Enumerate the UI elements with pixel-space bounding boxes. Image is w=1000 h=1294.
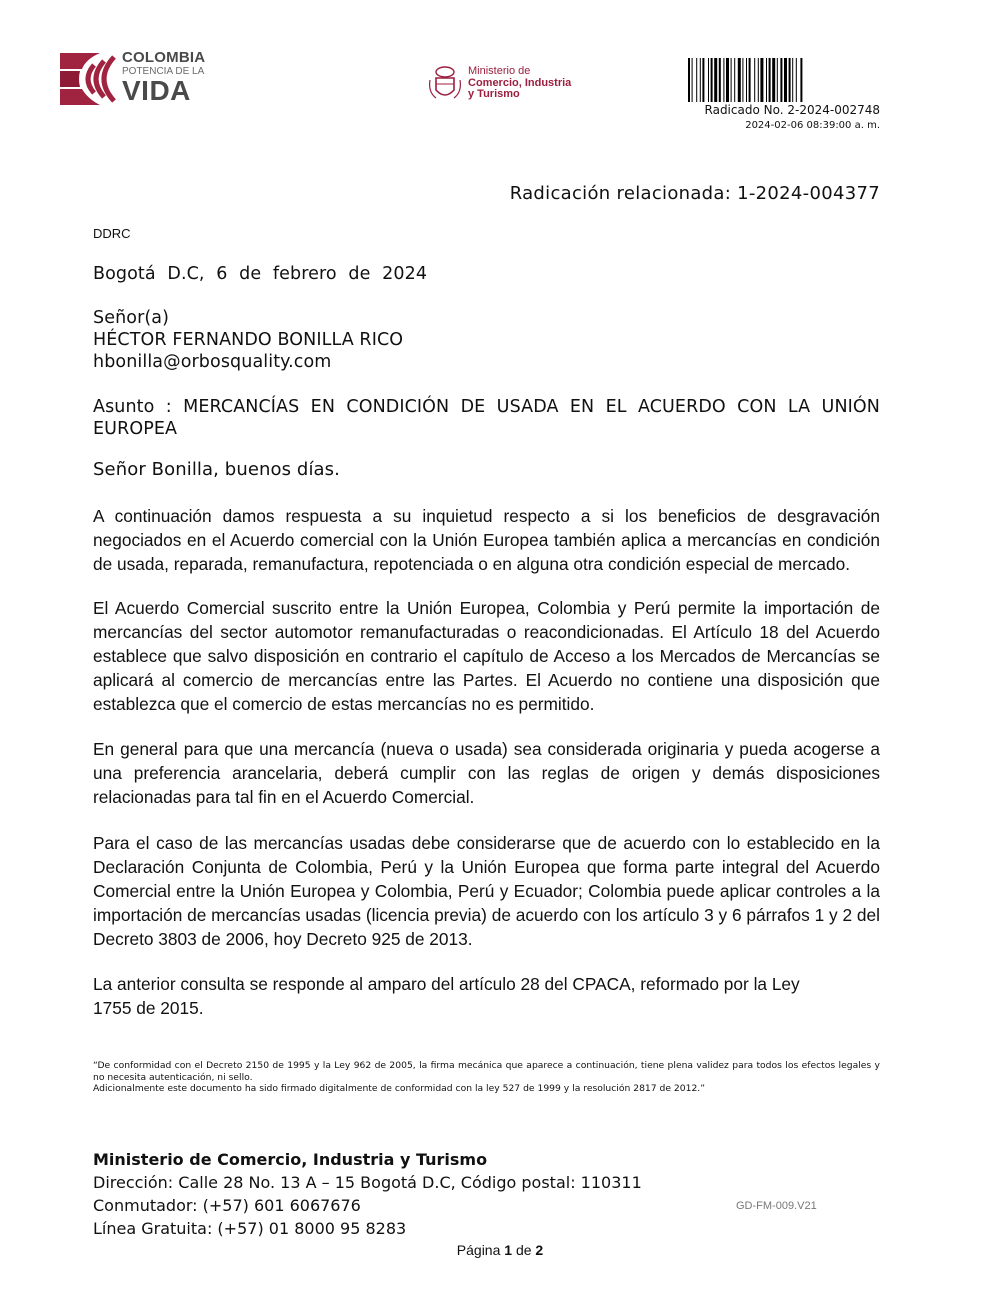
body-paragraph: A continuación damos respuesta a su inquietud respecto a si los beneficios de desgravación negociados en el Acuerdo comercial con la Unión Europea también aplica a mercancías en condición de usada, reparada, remanufactura, repotenciada o en alguna otra condición especial de mercado. [93,506,880,574]
colombia-potencia-de-la-vida-logo [56,48,216,108]
body-paragraph: Para el caso de las mercancías usadas debe considerarse que de acuerdo con lo establecido en la Declaración Conjunta de Colombia, Perú y la Unión Europea que forma parte integral del Acuerdo Comercial entre la Unión Europea y Colombia, Perú y Ecuador; Colombia puede aplicar controles a la importación de mercancías usadas (licencia previa) de acuerdo con los artículo 3 y 6 párrafos 1 y 2 del Decreto 3803 de 2006, hoy Decreto 925 de 2013. [93,833,880,949]
footer-contact [93,1148,642,1240]
recipient-email: hbonilla@orbosquality.com [93,352,332,372]
ministry-line-1: Ministerio de [468,65,531,77]
page-number [0,1242,1000,1258]
footer-address: Dirección: Calle 28 No. 13 A – 15 Bogotá D.C, Código postal: 110311 [93,1173,642,1192]
form-code: GD-FM-009.V21 [736,1200,817,1212]
greeting: Señor Bonilla, buenos días. [93,459,340,480]
salutation-title: Señor(a) [93,308,170,328]
brand-line-3: VIDA [122,75,191,106]
mechanical-signature-note: “De conformidad con el Decreto 2150 de 1995 y la Ley 962 de 2005, la firma mecánica que aparece a continuación, tiene plena validez para todos los efectos legales y no necesita autenticación, ni sello. [93,1060,880,1083]
subject-line: Asunto : MERCANCÍAS EN CONDICIÓN DE USADA EN EL ACUERDO CON LA UNIÓN EUROPEA [93,397,880,439]
ministry-line-2: Comercio, Industria [468,76,572,89]
letter-date: Bogotá D.C, 6 de febrero de 2024 [93,264,428,284]
page-label: Página [456,1242,501,1258]
colombia-logo-mark-icon [56,51,118,107]
body-paragraph: El Acuerdo Comercial suscrito entre la Unión Europea, Colombia y Perú permite la importación de mercancías del sector automotor remanufacturadas o reacondicionadas. El Artículo 18 del Acuerdo establece que salvo disposición en contrario el capítulo de Acceso a los Mercados de Mercancías se aplicará al comercio de mercancías entre las Partes. El Acuerdo no contiene una disposición que establezca que el comercio de estas mercancías no es permitido. [93,598,880,714]
related-filing: Radicación relacionada: 1-2024-004377 [509,183,880,204]
footer-switchboard: Conmutador: (+57) 601 6067676 [93,1196,361,1215]
department-code: DDRC [93,226,131,241]
coat-of-arms-icon [426,64,464,104]
body-paragraph: En general para que una mercancía (nueva o usada) sea considerada originaria y pueda acogerse a una preferencia arancelaria, deberá cumplir con las reglas de origen y demás disposiciones relacionadas para tal fin en el Acuerdo Comercial. [93,739,880,807]
footer-toll-free: Línea Gratuita: (+57) 01 8000 95 8283 [93,1219,407,1238]
brand-line-1: COLOMBIA [122,49,206,66]
signature-legal-note [93,1060,880,1095]
footer-organization: Ministerio de Comercio, Industria y Turismo [93,1150,488,1169]
current-page: 1 [504,1242,513,1258]
ministerio-logo [426,66,596,106]
body-paragraph: La anterior consulta se responde al amparo del artículo 28 del CPACA, reformado por la Ley 1755 de 2015. [93,974,800,1018]
total-pages: 2 [535,1242,544,1258]
digital-signature-note: Adicionalmente este documento ha sido firmado digitalmente de conformidad con la ley 527 de 1999 y la resolución 2817 de 2012.” [93,1083,705,1094]
radicado-number: Radicado No. 2-2024-002748 [704,103,880,117]
recipient-name: HÉCTOR FERNANDO BONILLA RICO [93,330,404,350]
brand-line-2: POTENCIA DE LA [122,66,205,77]
page-of: de [515,1242,532,1258]
radicado-timestamp: 2024-02-06 08:39:00 a. m. [745,120,880,131]
ministry-line-3: y Turismo [468,88,520,101]
barcode-icon [688,58,880,102]
